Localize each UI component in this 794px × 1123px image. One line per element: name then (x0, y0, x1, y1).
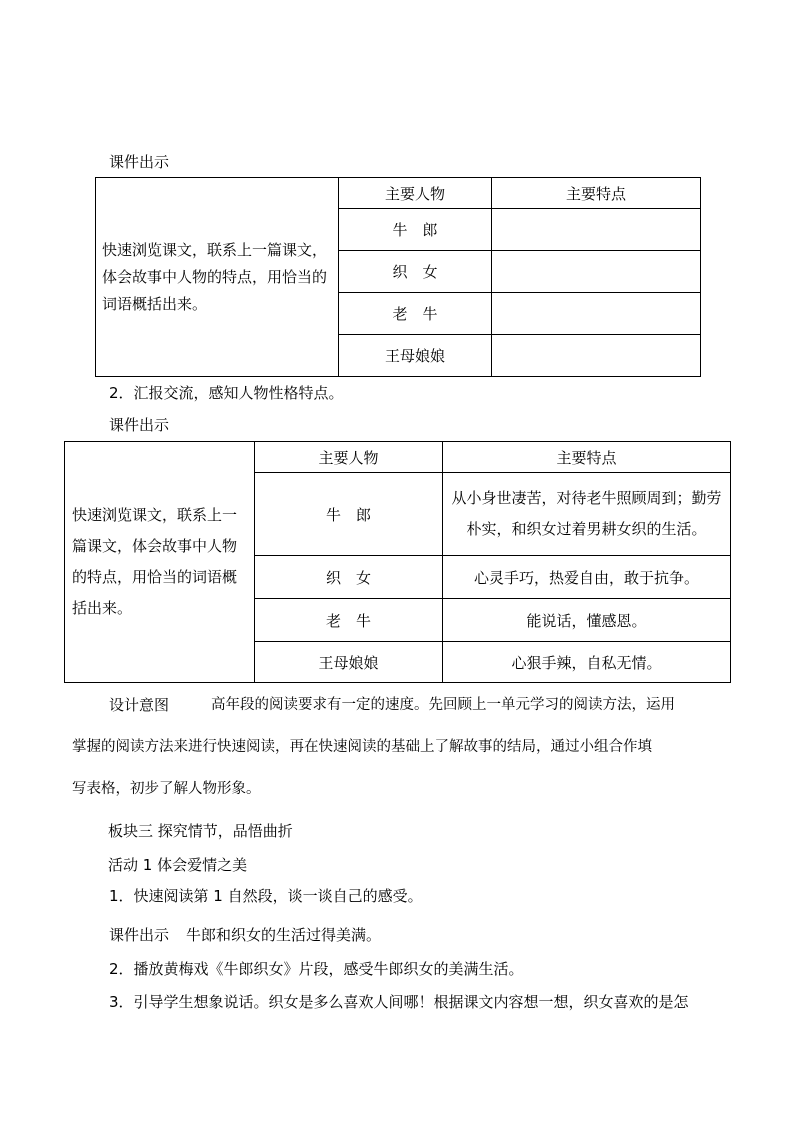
person-trait (492, 293, 701, 335)
design-intent-label: 设计意图 (109, 696, 170, 714)
characters-table-filled (64, 441, 731, 683)
courseware-label-1: 课件出示 (109, 153, 170, 171)
design-intent-line-2: 掌握的阅读方法来进行快速阅读，再在快速阅读的基础上了解故事的结局，通过小组合作填 (72, 739, 652, 755)
courseware-label-2: 课件出示 (109, 416, 170, 434)
header-trait-1: 主要特点 (492, 178, 701, 209)
courseware-label-3: 课件出示 (109, 926, 170, 944)
design-intent-line-3: 写表格，初步了解人物形象。 (72, 781, 261, 797)
person-trait (492, 209, 701, 251)
block3-title: 板块三 探究情节，品悟曲折 (108, 822, 293, 840)
header-person-1: 主要人物 (339, 178, 492, 209)
step-2: 2．播放黄梅戏《牛郎织女》片段，感受牛郎织女的美满生活。 (109, 960, 524, 978)
person-name: 织 女 (339, 251, 492, 293)
person-trait (492, 335, 701, 377)
table-prompt-1: 快速浏览课文，联系上一篇课文，体会故事中人物的特点，用恰当的词语概括出来。 (96, 178, 339, 377)
person-name: 王母娘娘 (255, 642, 443, 683)
person-trait: 心灵手巧，热爱自由，敢于抗争。 (443, 556, 731, 599)
person-name: 牛 郎 (255, 473, 443, 556)
characters-table-blank (95, 177, 701, 377)
step-2-report: 2．汇报交流，感知人物性格特点。 (109, 384, 344, 402)
person-name: 老 牛 (339, 293, 492, 335)
table-prompt-2: 快速浏览课文，联系上一篇课文，体会故事中人物的特点，用恰当的词语概括出来。 (65, 442, 255, 683)
person-name: 牛 郎 (339, 209, 492, 251)
design-intent-line-1: 高年段的阅读要求有一定的速度。先回顾上一单元学习的阅读方法，运用 (211, 697, 675, 713)
header-trait-2: 主要特点 (443, 442, 731, 473)
person-name: 织 女 (255, 556, 443, 599)
header-person-2: 主要人物 (255, 442, 443, 473)
person-name: 老 牛 (255, 599, 443, 642)
person-name: 王母娘娘 (339, 335, 492, 377)
person-trait: 从小身世凄苦，对待老牛照顾周到；勤劳朴实，和织女过着男耕女织的生活。 (443, 473, 731, 556)
step-3: 3．引导学生想象说话。织女是多么喜欢人间哪！根据课文内容想一想，织女喜欢的是怎 (109, 993, 689, 1011)
person-trait (492, 251, 701, 293)
courseware-text-3: 牛郎和织女的生活过得美满。 (186, 926, 382, 944)
person-trait: 能说话，懂感恩。 (443, 599, 731, 642)
person-trait: 心狠手辣，自私无情。 (443, 642, 731, 683)
step-1: 1．快速阅读第 1 自然段，谈一谈自己的感受。 (109, 887, 423, 905)
activity1-title: 活动 1 体会爱情之美 (108, 856, 248, 874)
